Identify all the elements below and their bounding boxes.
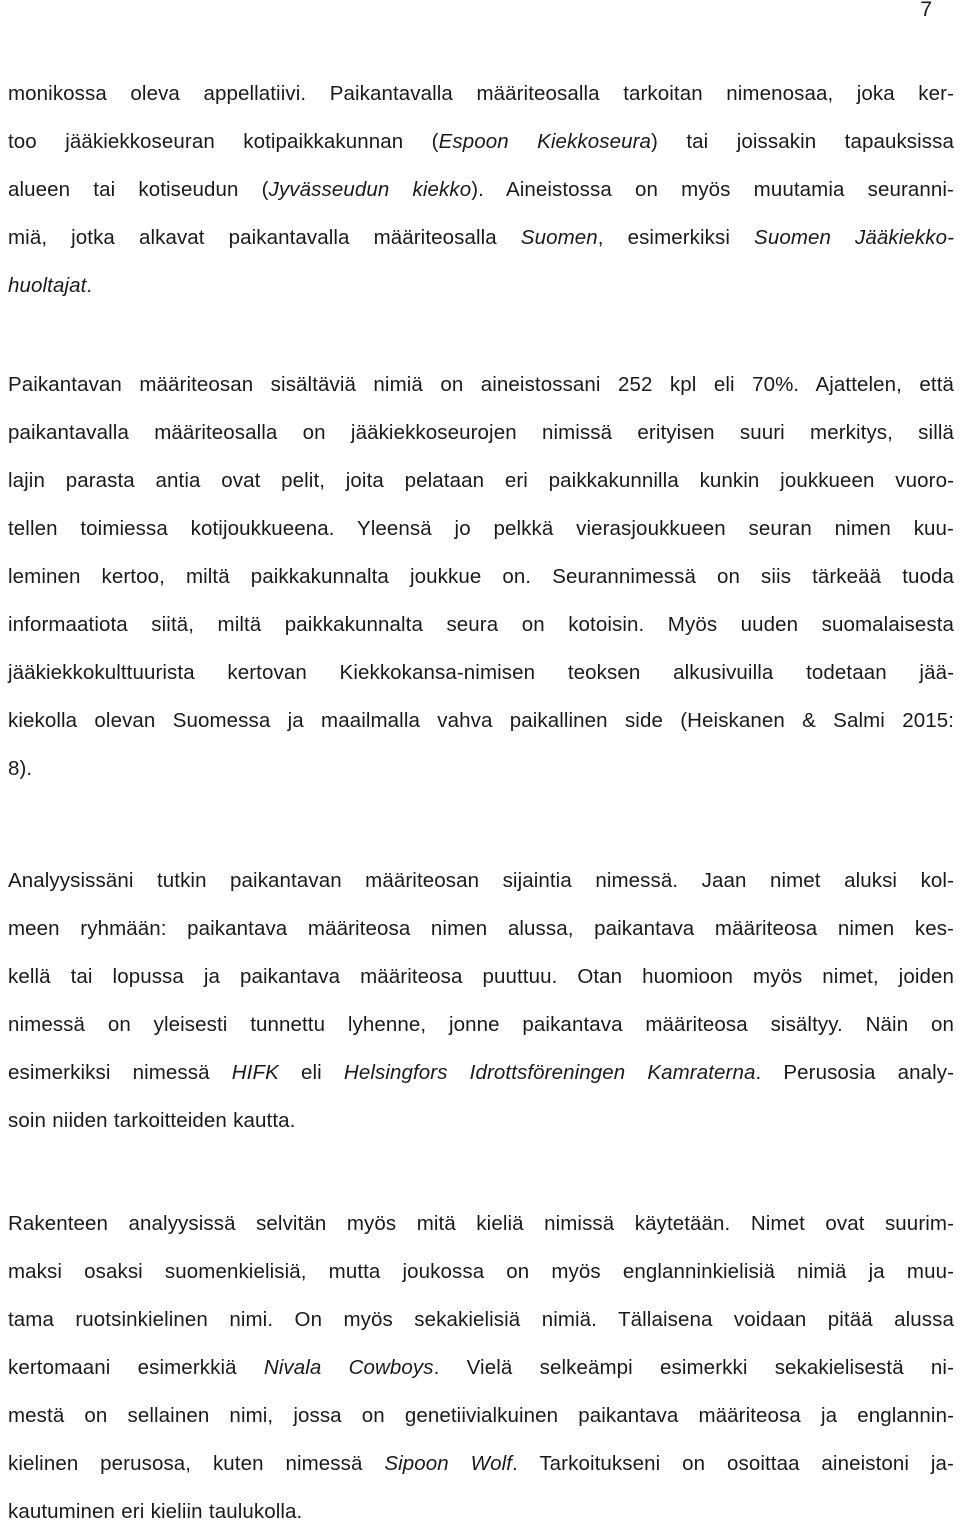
text-line: miä, jotka alkavat paikantavalla määriteosalla Suomen, esimerkiksi Suomen Jääkiekko- [8, 226, 954, 249]
page-number: 7 [920, 0, 932, 21]
text-line: jääkiekkokulttuurista kertovan Kiekkokansa-nimisen teoksen alkusivuilla todetaan jää- [8, 661, 954, 684]
paragraph-4 [8, 1199, 954, 1535]
italic-term: Suomen Jääkiekko- [754, 226, 954, 249]
italic-term: huoltajat [8, 274, 87, 297]
text-line: kiekolla olevan Suomessa ja maailmalla vahva paikallinen side (Heiskanen & Salmi 2015: [8, 709, 954, 732]
text-line: leminen kertoo, miltä paikkakunnalta joukkue on. Seurannimessä on siis tärkeää tuoda [8, 565, 954, 588]
text-line: Paikantavan määriteosan sisältäviä nimiä on aineistossani 252 kpl eli 70%. Ajattelen, että [8, 373, 954, 396]
text-line: Rakenteen analyysissä selvitän myös mitä kieliä nimissä käytetään. Nimet ovat suurim- [8, 1212, 954, 1235]
paragraph-1 [8, 70, 954, 310]
text-line: kellä tai lopussa ja paikantava määriteosa puuttuu. Otan huomioon myös nimet, joiden [8, 965, 954, 988]
text-line: tellen toimiessa kotijoukkueena. Yleensä jo pelkkä vierasjoukkueen seuran nimen kuu- [8, 517, 954, 540]
text-line: tama ruotsinkielinen nimi. On myös sekakielisiä nimiä. Tällaisena voidaan pitää alussa [8, 1308, 954, 1331]
text-line: too jääkiekkoseuran kotipaikkakunnan (Espoon Kiekkoseura) tai joissakin tapauksissa [8, 130, 954, 153]
text-line: meen ryhmään: paikantava määriteosa nimen alussa, paikantava määriteosa nimen kes- [8, 917, 954, 940]
text-line: maksi osaksi suomenkielisiä, mutta joukossa on myös englanninkielisiä nimiä ja muu- [8, 1260, 954, 1283]
italic-term: Sipoon Wolf [384, 1452, 513, 1475]
text-line: soin niiden tarkoitteiden kautta. [8, 1109, 296, 1132]
italic-term: Jyvässeudun kiekko [268, 178, 472, 201]
italic-term: Espoon Kiekkoseura [438, 130, 652, 153]
italic-term: Nivala Cowboys [263, 1356, 434, 1379]
text-line: kielinen perusosa, kuten nimessä Sipoon Wolf. Tarkoitukseni on osoittaa aineistoni ja- [8, 1452, 954, 1475]
text-line: Analyysissäni tutkin paikantavan määriteosan sijaintia nimessä. Jaan nimet aluksi kol- [8, 869, 954, 892]
text-line: kautuminen eri kieliin taulukolla. [8, 1500, 303, 1523]
text-line: kertomaani esimerkkiä Nivala Cowboys. Vielä selkeämpi esimerkki sekakielisestä ni- [8, 1356, 955, 1379]
paragraph-2 [8, 360, 954, 792]
text-line: informaatiota siitä, miltä paikkakunnalta seura on kotoisin. Myös uuden suomalaisesta [8, 613, 954, 636]
text-line: paikantavalla määriteosalla on jääkiekkoseurojen nimissä erityisen suuri merkitys, sillä [8, 421, 954, 444]
italic-term: Helsingfors Idrottsföreningen Kamraterna [343, 1061, 756, 1084]
text-line: monikossa oleva appellatiivi. Paikantavalla määriteosalla tarkoitan nimenosaa, joka ker- [8, 82, 954, 105]
paragraph-3 [8, 856, 954, 1144]
italic-term: HIFK [231, 1061, 279, 1084]
text-line: 8). [8, 757, 33, 780]
text-line: huoltajat. [8, 274, 93, 297]
italic-term: Suomen [520, 226, 598, 249]
text-line: lajin parasta antia ovat pelit, joita pelataan eri paikkakunnilla kunkin joukkueen vuoro- [8, 469, 954, 492]
text-line: esimerkiksi nimessä HIFK eli Helsingfors Idrottsföreningen Kamraterna. Perusosia analy- [8, 1061, 954, 1084]
text-line: mestä on sellainen nimi, jossa on genetiivialkuinen paikantava määriteosa ja englannin- [8, 1404, 954, 1427]
text-line: alueen tai kotiseudun (Jyvässeudun kiekko). Aineistossa on myös muutamia seuranni- [8, 178, 954, 201]
text-line: nimessä on yleisesti tunnettu lyhenne, jonne paikantava määriteosa sisältyy. Näin on [8, 1013, 954, 1036]
